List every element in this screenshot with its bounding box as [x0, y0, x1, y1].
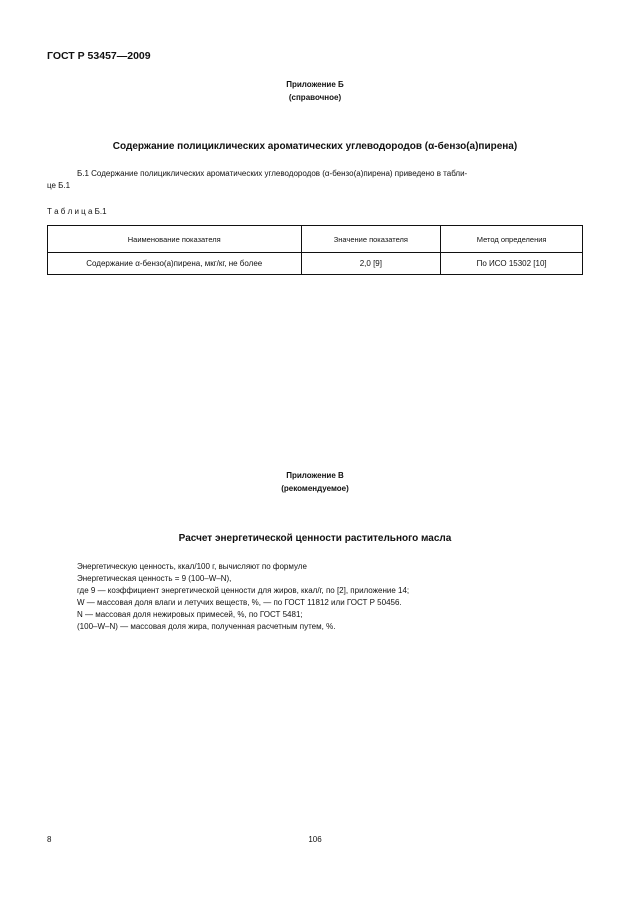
appendix-b-heading: Содержание полициклических ароматических углеводородов (α-бензо(а)пирена)	[112, 141, 518, 152]
formula-line: Энергетическую ценность, ккал/100 г, вычисляют по формуле	[77, 562, 307, 571]
appendix-b-paragraph-line1: Б.1 Содержание полициклических ароматических углеводородов (α-бензо(а)пирена) приведено в табли-	[77, 169, 468, 178]
table-header-cell: Наименование показателя	[48, 226, 302, 253]
formula-line: W — массовая доля влаги и летучих веществ, %, — по ГОСТ 11812 или ГОСТ Р 50456.	[77, 598, 402, 607]
formula-line: (100–W–N) — массовая доля жира, полученная расчетным путем, %.	[77, 622, 336, 631]
indicators-table	[47, 225, 583, 275]
table-caption: Т а б л и ц а Б.1	[47, 207, 107, 216]
formula-line: где 9 — коэффициент энергетической ценности для жиров, ккал/г, по [2], приложение 14;	[77, 586, 410, 595]
table-header-cell: Метод определения	[441, 226, 583, 253]
appendix-b-status: (справочное)	[288, 93, 342, 102]
table-cell: 2,0 [9]	[301, 253, 441, 275]
formula-line: Энергетическая ценность = 9 (100–W–N),	[77, 574, 232, 583]
table-cell: По ИСО 15302 [10]	[441, 253, 583, 275]
appendix-v-title: Приложение В	[286, 471, 344, 480]
table-row	[48, 253, 583, 275]
table-cell: Содержание α-бензо(а)пирена, мкг/кг, не более	[48, 253, 302, 275]
standard-id: ГОСТ Р 53457—2009	[47, 50, 151, 62]
page-number-center: 106	[308, 835, 322, 844]
appendix-b-title: Приложение Б	[286, 80, 344, 89]
appendix-v-heading: Расчет энергетической ценности растительного масла	[178, 533, 452, 544]
formula-block	[77, 561, 409, 633]
page-number-left: 8	[47, 835, 52, 844]
appendix-v-status: (рекомендуемое)	[281, 484, 349, 493]
table-header-row	[48, 226, 583, 253]
formula-line: N — массовая доля нежировых примесей, %, по ГОСТ 5481;	[77, 610, 303, 619]
appendix-b-paragraph-line2: це Б.1	[47, 181, 71, 190]
table-header-cell: Значение показателя	[301, 226, 441, 253]
